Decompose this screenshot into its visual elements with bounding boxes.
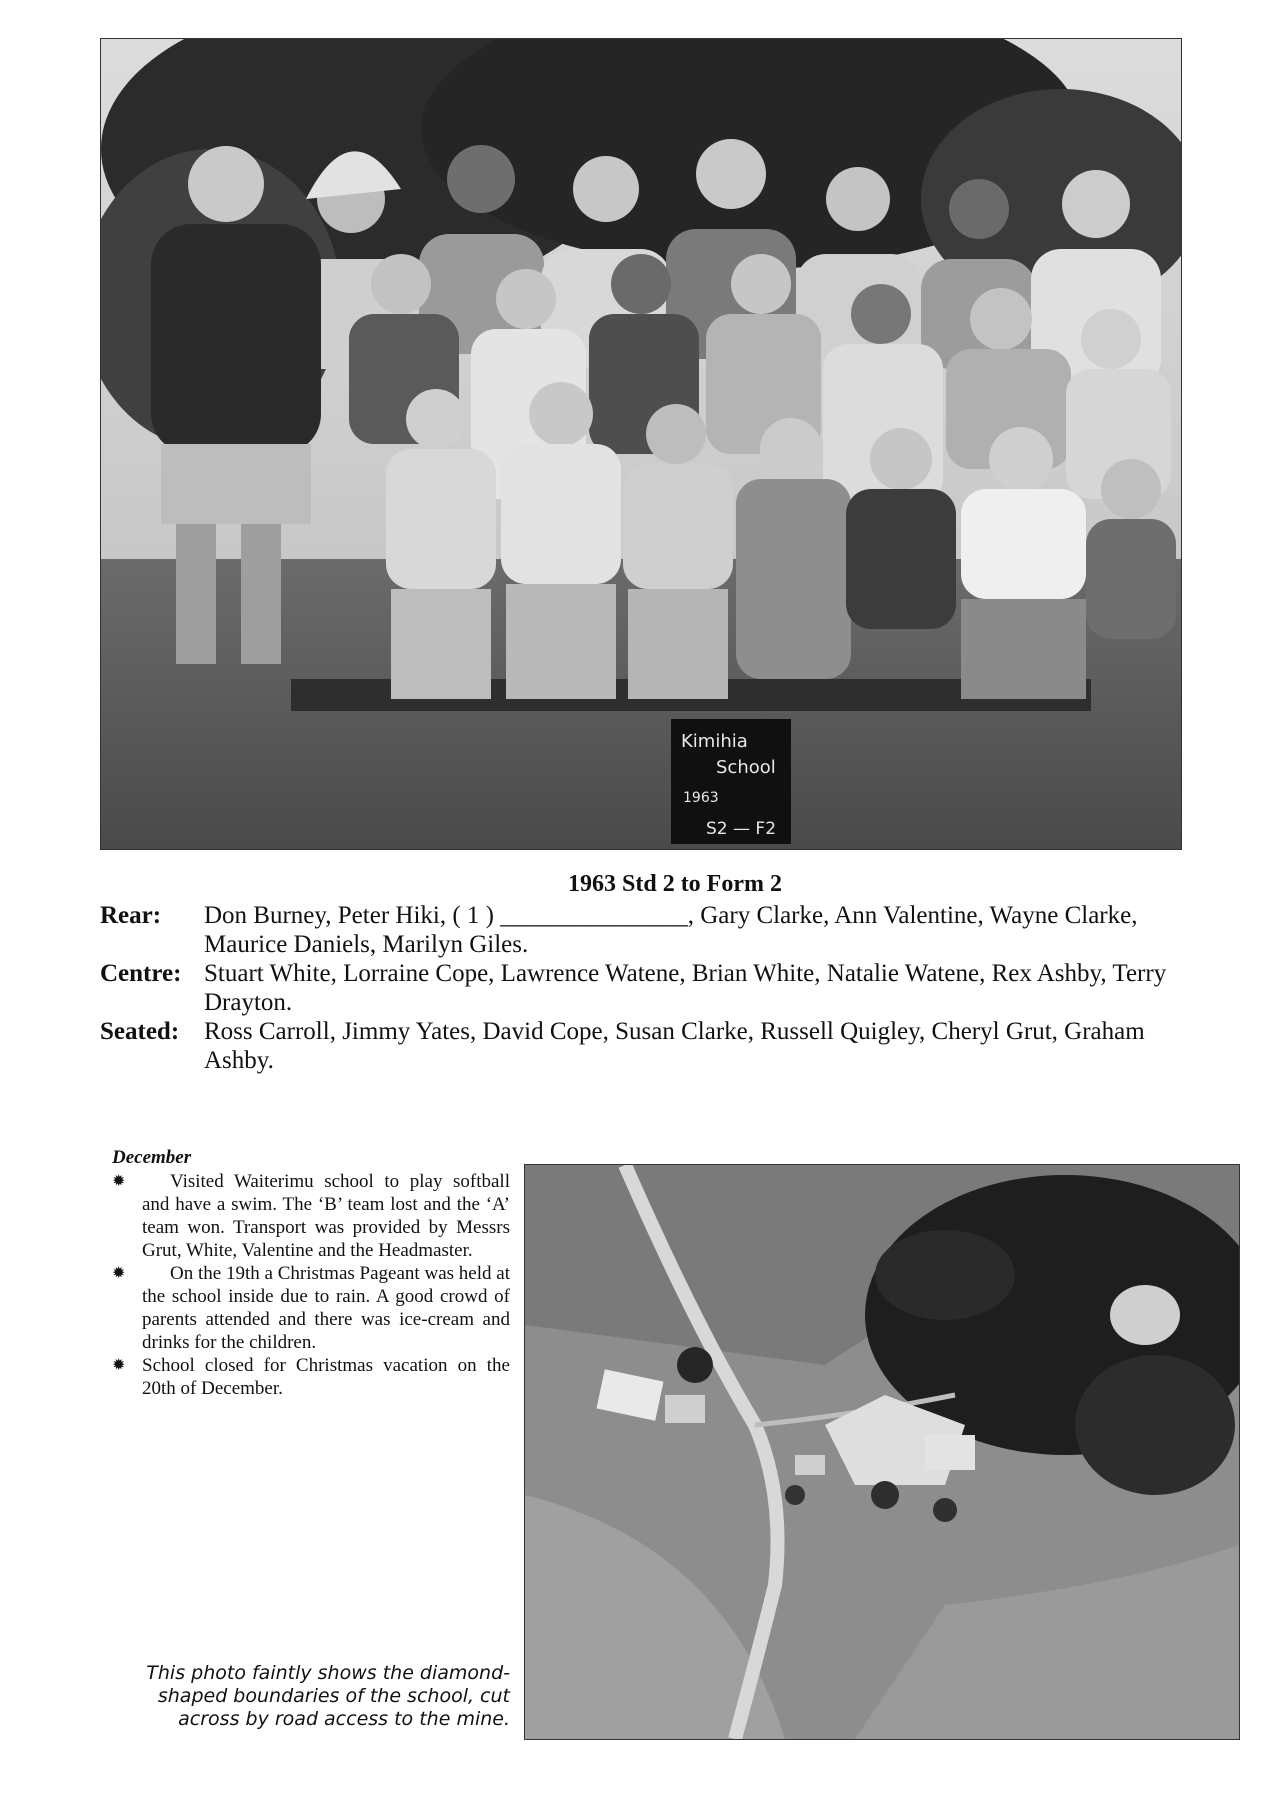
aerial-photo-image [525,1165,1239,1739]
aerial-photo-caption: This photo faintly shows the diamond-shaped boundaries of the school, cut across by road access to the mine. [146,1662,510,1730]
burst-bullet-icon: ✹ [112,1173,126,1190]
slate-line-3: 1963 [683,790,719,806]
slate-line-1: Kimihia [681,731,748,752]
event-item [112,1262,510,1354]
burst-bullet-icon: ✹ [112,1265,126,1282]
row-label-centre: Centre: [100,960,182,987]
slate-line-4: S2 — F2 [706,819,777,839]
class-photo-image [101,39,1181,849]
row-names-rear: Don Burney, Peter Hiki, ( 1 ) _______________, Gary Clarke, Ann Valentine, Wayne Clarke, Maurice Daniels, Marilyn Giles. [204,902,1138,958]
caption-row-centre [100,959,1210,1017]
event-text: School closed for Christmas vacation on the 20th of December. [142,1355,510,1399]
caption-title: 1963 Std 2 to Form 2 [568,871,782,897]
class-photo [100,38,1182,850]
row-names-centre: Stuart White, Lorraine Cope, Lawrence Watene, Brian White, Natalie Watene, Rex Ashby, Terry Drayton. [204,960,1167,1016]
december-events [112,1146,510,1400]
event-text: Visited Waiterimu school to play softball and have a swim. The ‘B’ team lost and the ‘A’ team won. Transport was provided by Messrs Grut, White, Valentine and the Headmaster. [142,1171,510,1261]
burst-bullet-icon: ✹ [112,1357,126,1374]
row-names-seated: Ross Carroll, Jimmy Yates, David Cope, Susan Clarke, Russell Quigley, Cheryl Grut, Graham Ashby. [204,1018,1145,1074]
event-item [112,1170,510,1262]
month-heading: December [112,1147,192,1168]
event-text: On the 19th a Christmas Pageant was held at the school inside due to rain. A good crowd of parents attended and there was ice-cream and drinks for the children. [142,1263,510,1353]
row-label-seated: Seated: [100,1018,180,1045]
caption-row-rear [100,901,1210,959]
aerial-photo [524,1164,1240,1740]
row-label-rear: Rear: [100,902,162,929]
slate-line-2: School [716,757,776,778]
class-photo-caption [100,870,1210,1075]
event-item [112,1354,510,1400]
caption-row-seated [100,1017,1210,1075]
